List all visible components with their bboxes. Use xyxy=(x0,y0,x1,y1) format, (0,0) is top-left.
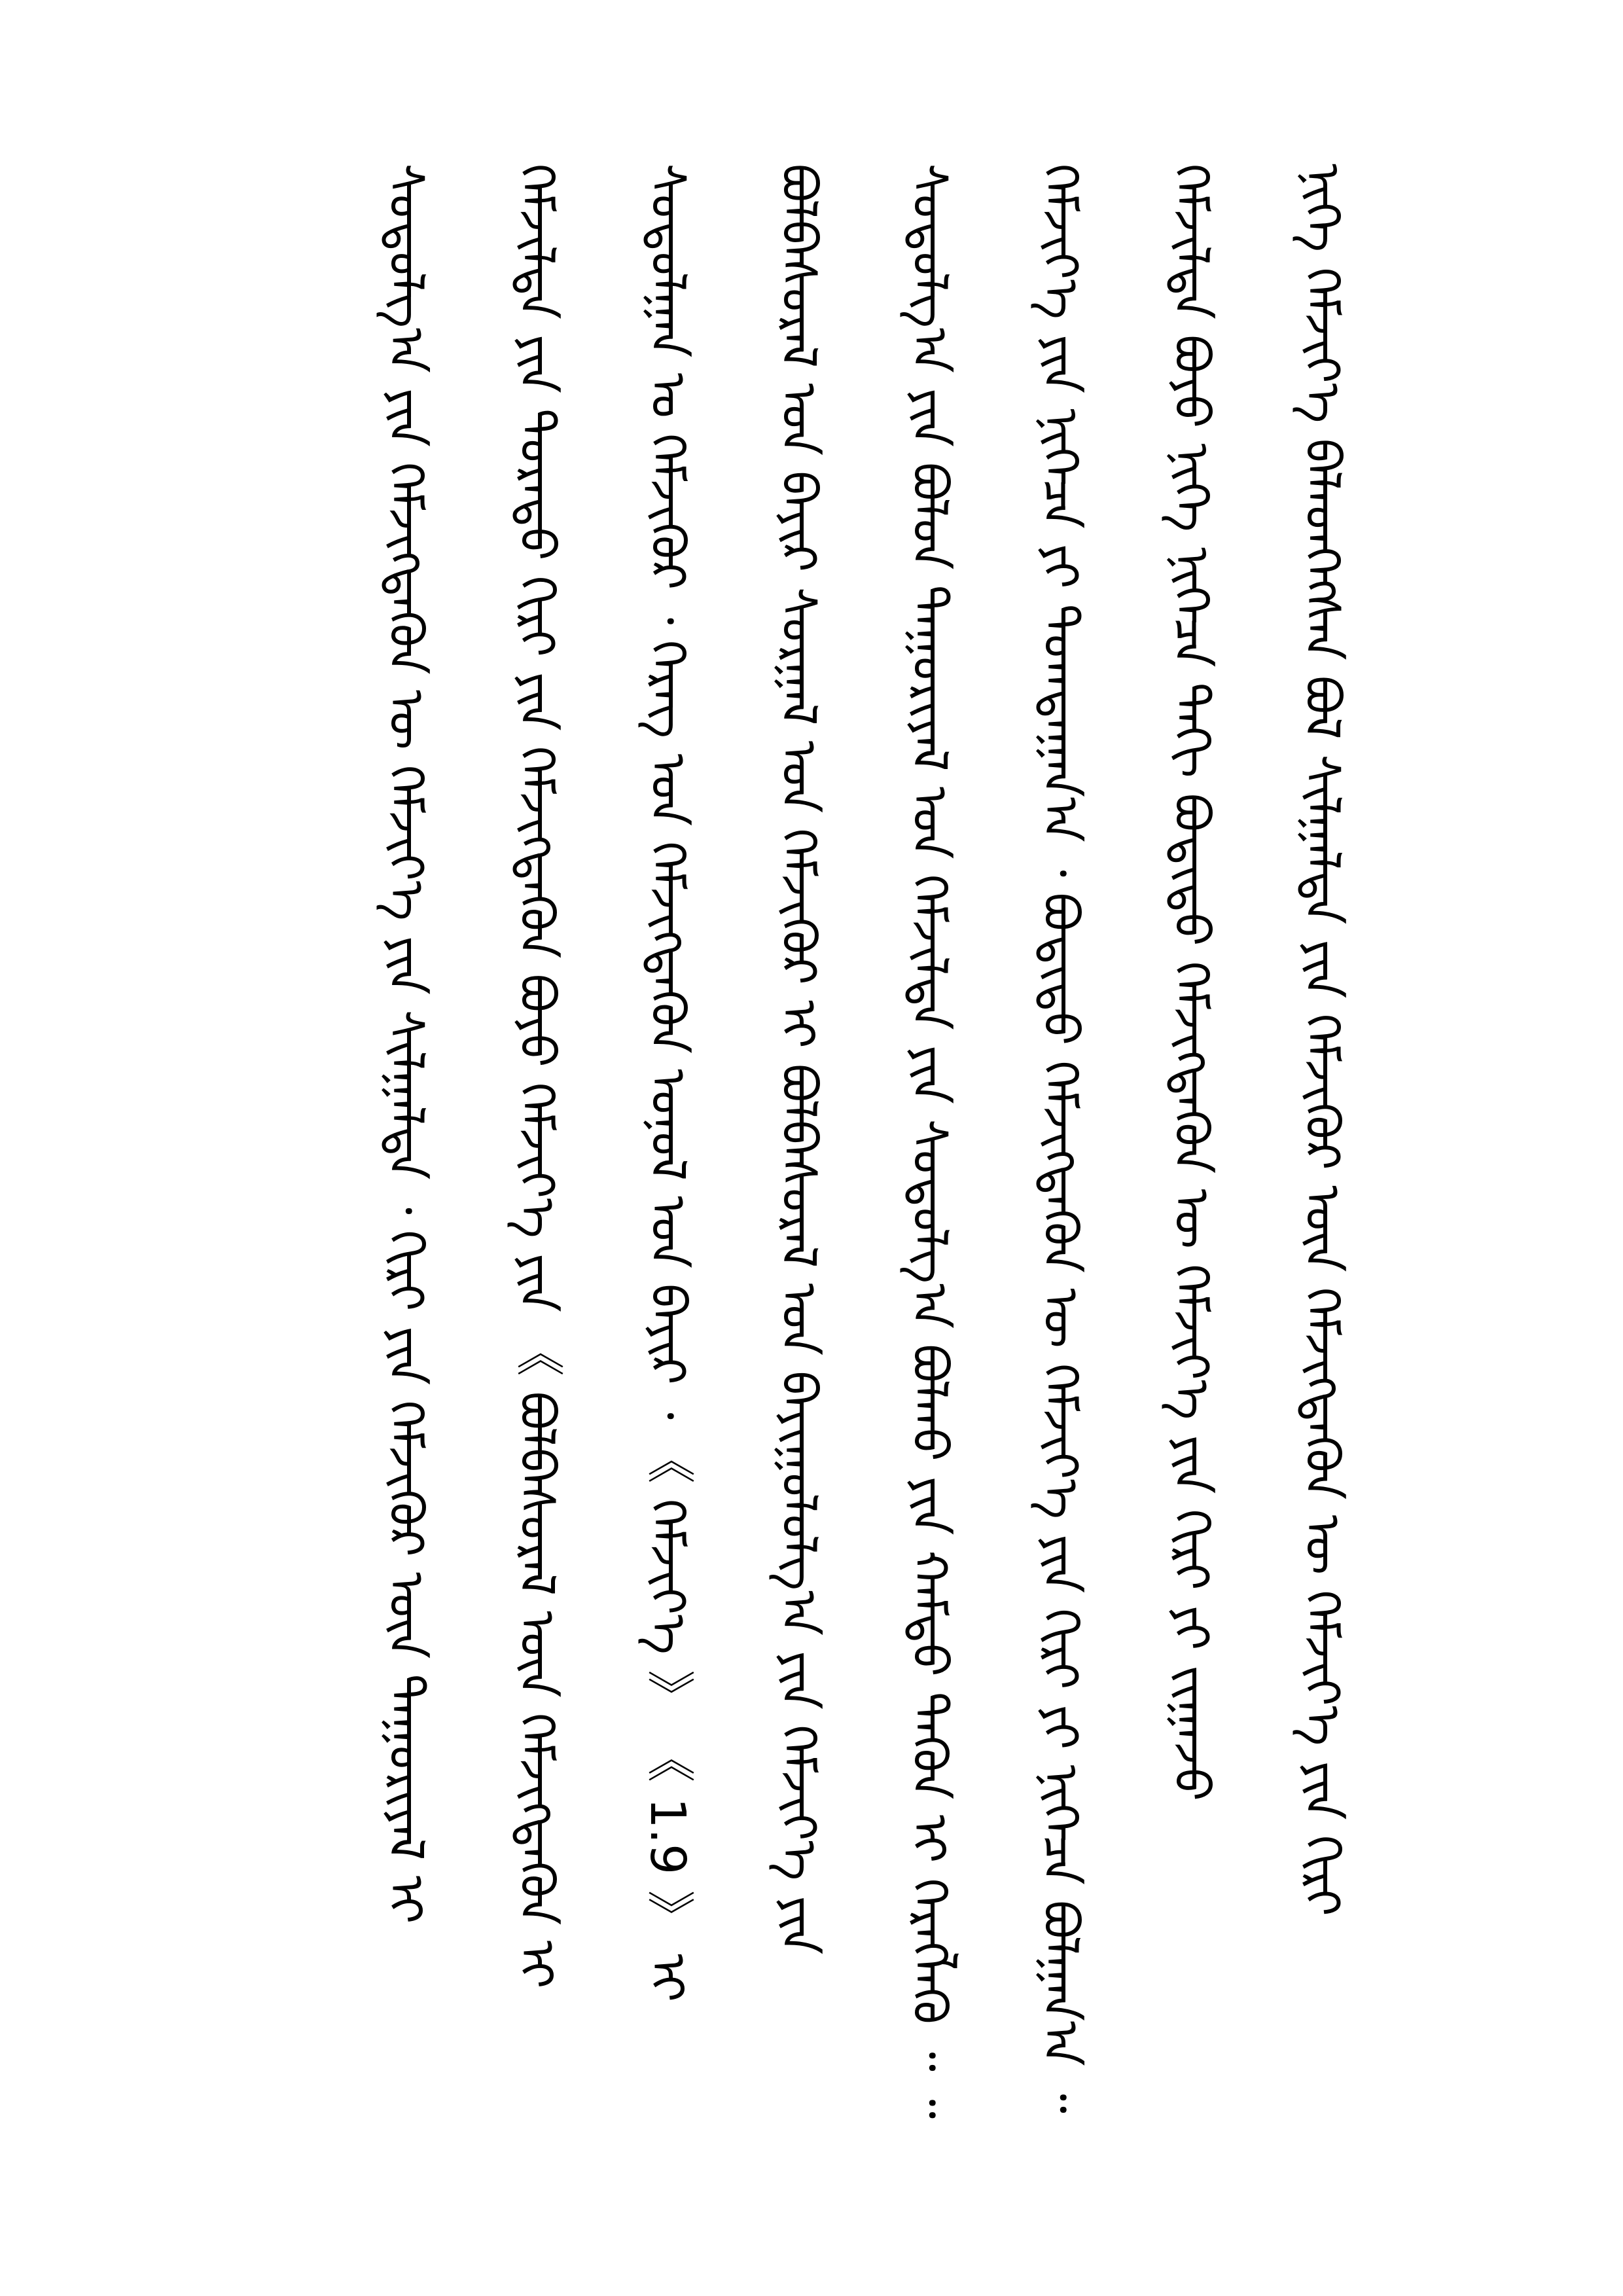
text-line-1: ᠨᠢᠭᠡ ᠬᠡᠮᠵᠢᠶ᠎ᠡ ᠪᠡᠯᠡᠳᠬᠡᠭᠰᠡᠨ ᠪᠣᠯ ᠰᠢᠯᠭᠠᠯᠲᠠ ᠶᠢᠨ ᠬᠡᠮᠵᠢᠭᠦᠷ ᠦᠨ ᠬᠡᠮᠵᠢᠭᠳᠡᠬᠦᠨ ᠦ ᠬᠡᠮᠵᠢᠶ᠎ᠡ ᠶᠢᠨ ᠬᠢᠷᠢ xyxy=(1294,164,1350,1916)
mongolian-text-block xyxy=(366,164,1348,2127)
text-line-7: ᠬᠡᠮᠵᠢᠯᠲᠡ ᠶᠢᠨ ᠳᠣᠷᠠᠳᠤ ᠬᠢᠷᠢ ᠶᠢᠨ ᠬᠡᠮᠵᠢᠭᠳᠡᠬᠦᠨ ᠪᠤᠶᠤ ᠬᠡᠮᠵᠢᠶ᠎ᠡ ᠶᠢᠨ 《 ᠪᠣᠯᠪᠠᠰᠤᠷᠠᠯ ᠦᠨ ᠬᠡᠮᠵᠢᠭᠳᠡᠬᠦᠨ ᠢ xyxy=(508,164,565,1989)
text-line-2: ᠬᠡᠮᠵᠢᠯᠲᠡ ᠪᠤᠶᠤ ᠨᠢᠭᠡ ᠨᠢᠭᠡᠴᠡ ᠳᠡᠬᠢ ᠪᠣᠳᠢᠲᠤ ᠬᠡᠮᠵᠢᠭᠳᠡᠬᠦᠨ ᠦ ᠬᠡᠮᠵᠢᠶ᠎ᠡ ᠶᠢᠨ ᠬᠢᠷᠢ ᠶᠢ ᠵᠢᠭᠠᠵᠤ xyxy=(1163,164,1219,1801)
text-line-3: ᠬᠡᠮᠵᠢᠶ᠎ᠡ ᠶᠢᠨ ᠨᠢᠭᠡᠴᠡ ᠶᠢ ᠲᠣᠭᠲᠠᠭᠠᠨ᠎ᠠ ᠂ ᠪᠣᠳᠢᠲᠤ ᠬᠡᠮᠵᠢᠭᠳᠡᠬᠦᠨ ᠦ ᠬᠡᠮᠵᠢᠶ᠎ᠡ ᠶᠢᠨ ᠬᠢᠷᠢ ᠶᠢ ᠨᠢᠭᠡᠴᠡ ᠪᠣᠯᠭᠠᠨ᠎ᠠ ᠃ xyxy=(1032,164,1088,2113)
text-line-5: ᠪᠣᠯᠪᠠᠰᠤᠷᠠᠯ ᠤᠨ ᠪᠠᠶᠢᠷ ᠰᠤᠷᠭᠠᠯ ᠤᠨ ᠬᠡᠮᠵᠢᠭᠦᠷ ᠢ ᠪᠣᠯᠪᠠᠰᠤᠷᠠᠯ ᠤᠨ ᠪᠠᠶᠢᠭᠤᠯᠤᠯᠭ᠎ᠠ ᠶᠢᠨ ᠬᠡᠮᠵᠢᠶ᠎ᠡ ᠶᠢᠨ xyxy=(770,164,827,1955)
text-line-6: ᠰᠤᠳᠤᠯᠭᠠᠨ ᠤ ᠬᠡᠮᠵᠢᠭᠦᠷ ᠂ ᠬᠡᠷᠡᠭ ᠤᠨ ᠬᠡᠮᠵᠢᠭᠳᠡᠬᠦᠨ ᠣᠨᠣᠯ ᠤᠨ ᠪᠠᠶᠢᠷ ᠂ 《 ᠬᠡᠮᠵᠢᠶ᠎ᠡ 》 《 1.9 》 ᠢ xyxy=(639,164,696,2002)
text-line-8: ᠰᠤᠳᠤᠯᠭ᠎ᠠ ᠶᠢᠨ ᠬᠡᠮᠵᠢᠭᠳᠡᠬᠦᠨ ᠦ ᠬᠡᠮᠵᠢᠶ᠎ᠡ ᠶᠢᠨ ᠰᠢᠯᠭᠠᠯᠲᠠ ᠂ ᠬᠢᠷᠢ ᠶᠢᠨ ᠬᠡᠮᠵᠢᠭᠦᠷ ᠦᠨ ᠳᠠᠭᠤᠷᠢᠶᠠᠯ ᠢ xyxy=(378,164,434,1924)
text-line-4: ᠰᠤᠳᠤᠯᠭ᠎ᠠ ᠶᠢᠨ ᠪᠣᠯᠤᠨ ᠳᠠᠭᠤᠷᠢᠶᠠᠯ ᠤᠨ ᠬᠡᠮᠵᠢᠯᠲᠡ ᠶᠢᠨ ᠰᠤᠳᠤᠯᠭ᠎ᠠ ᠪᠣᠯᠬᠤ ᠶᠢᠨ ᠬᠠᠮᠲᠤ ᠲᠡᠭᠦᠨ ᠢ ᠬᠡᠷᠡᠭᠯᠡᠬᠦ ᠃ ᠃ xyxy=(901,164,957,2119)
